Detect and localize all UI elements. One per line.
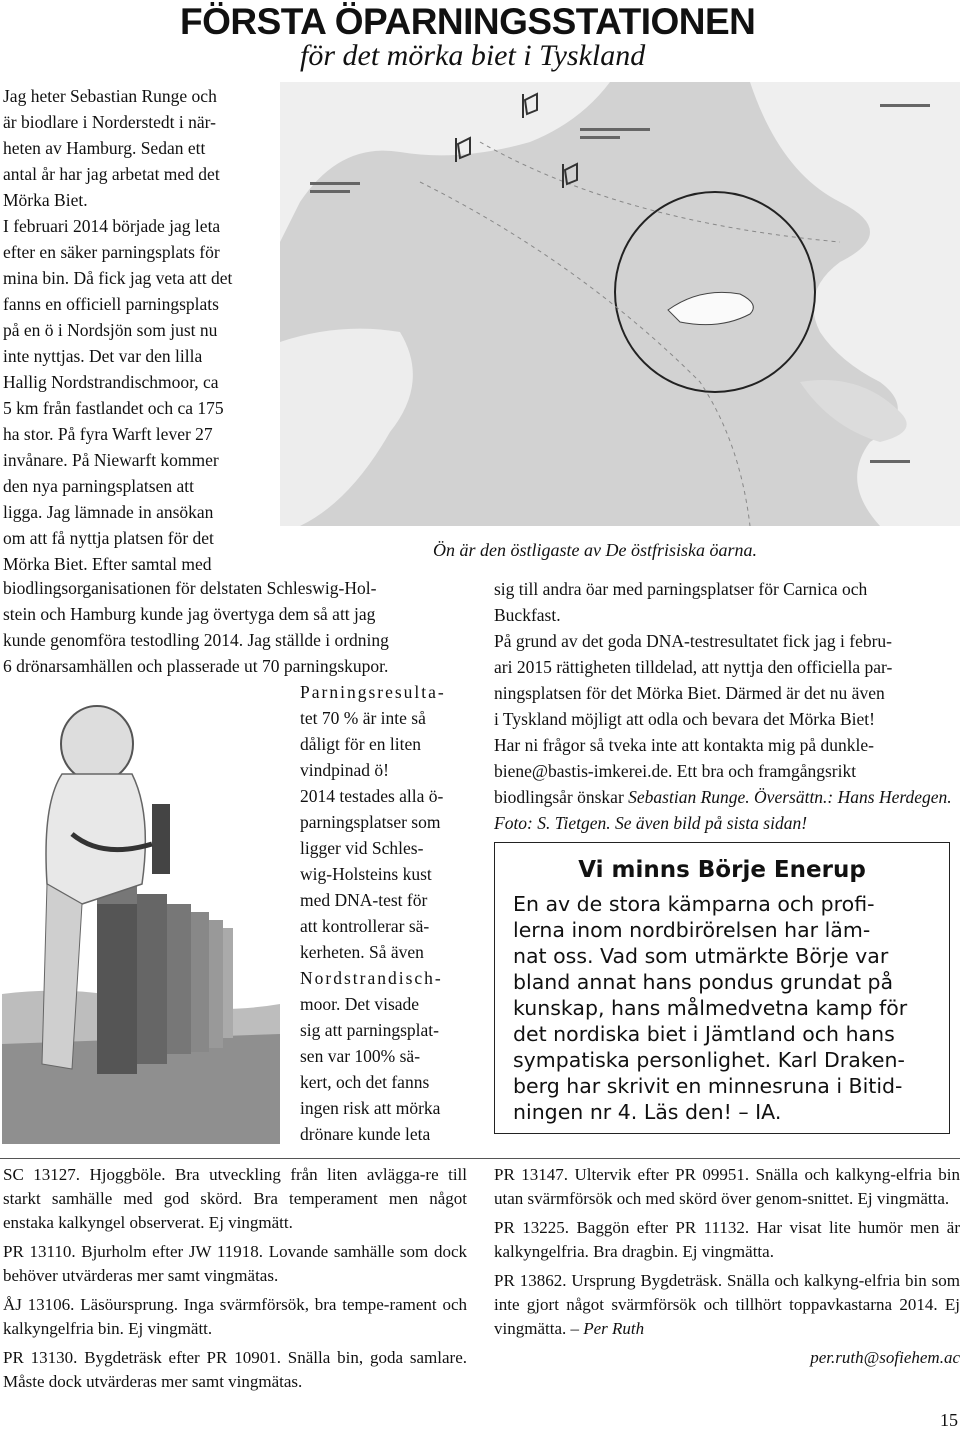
report-author: Per Ruth [583, 1319, 645, 1338]
text-line: Nordstrandisch- [300, 968, 443, 988]
memorial-title: Vi minns Börje Enerup [578, 857, 866, 883]
section-divider [0, 1158, 960, 1159]
memorial-line: sympatiska personlighet. Karl Draken- [513, 1048, 905, 1072]
text-line: wig-Holsteins kust [300, 864, 432, 884]
text-line: den nya parningsplatsen att [3, 476, 194, 496]
text-line: I februari 2014 började jag leta [3, 216, 221, 236]
text-line: drönare kunde leta [300, 1124, 431, 1144]
report-entry: PR 13225. Baggön efter PR 11132. Har visat lite humör men är kalkyngelfria. Bra dragbin. Ej vingmätta. [494, 1218, 960, 1261]
text-line: parningsplatser som [300, 812, 441, 832]
text-line: med DNA-test för [300, 890, 428, 910]
text-line: ligga. Jag lämnade in ansökan [3, 502, 214, 522]
memorial-box [494, 842, 950, 1134]
intro-column [3, 83, 261, 577]
text-line: moor. Det visade [300, 994, 420, 1014]
text-line: biene@bastis-imkerei.de. Ett bra och framgångsrikt [494, 761, 857, 781]
text-line: i Tyskland möjligt att odla och bevara det Mörka Biet! [494, 709, 875, 729]
report-text: PR 13862. Ursprung Bygdeträsk. Snälla och kalkyng-elfria bin som inte gjort något svärmförsök och tillhört toppavkastarna 2014. Ej vingmätta. – [494, 1271, 960, 1338]
text-line: sig till andra öar med parningsplatser för Carnica och [494, 579, 868, 599]
text-line: fanns en officiell parningsplats [3, 294, 219, 314]
report-entry: PR 13110. Bjurholm efter JW 11918. Lovande samhälle som dock behöver utvärderas mer samt vingmätas. [3, 1242, 467, 1285]
article-title: FÖRSTA ÖPARNINGSSTATIONEN [180, 1, 756, 42]
reports-right [494, 1163, 960, 1375]
text-line: 6 drönarsamhällen och plasserade ut 70 parningskupor. [3, 656, 389, 676]
text-line: biodlingsorganisationen för delstaten Schleswig-Hol- [3, 578, 377, 598]
wide-paragraph [3, 575, 467, 679]
photo-side-column [300, 679, 467, 1147]
text-line: att kontrollerar sä- [300, 916, 430, 936]
map-image [280, 82, 960, 526]
memorial-line: det nordiska biet i Jämtland och hans [513, 1022, 895, 1046]
memorial-line: berg har skrivit en minnesruna i Bitid- [513, 1074, 903, 1098]
text-line: ligger vid Schles- [300, 838, 424, 858]
text-line: 2014 testades alla ö- [300, 786, 444, 806]
text-line: 5 km från fastlandet och ca 175 [3, 398, 224, 418]
beekeeper-photo [2, 684, 280, 1144]
text-line: Mörka Biet. [3, 190, 88, 210]
page-number: 15 [940, 1410, 958, 1430]
memorial-line: lerna inom nordbirörelsen har läm- [513, 918, 871, 942]
right-column [494, 576, 960, 836]
text-line: efter en säker parningsplats för [3, 242, 220, 262]
text-line: om att få nyttja platsen för det [3, 528, 214, 548]
report-entry-last [494, 1269, 960, 1341]
text-line: ha stor. På fyra Warft lever 27 [3, 424, 213, 444]
text-line: Hallig Nordstrandischmoor, ca [3, 372, 219, 392]
reports-left [3, 1163, 467, 1399]
text-line: Jag heter Sebastian Runge och [3, 86, 217, 106]
text-line: ningsplatsen för det Mörka Biet. Därmed är det nu även [494, 683, 885, 703]
text-line: tet 70 % är inte så [300, 708, 426, 728]
article-subtitle: för det mörka biet i Tyskland [300, 39, 646, 72]
text-line: Mörka Biet. Efter samtal med [3, 554, 212, 574]
text-line: kerheten. Så även [300, 942, 424, 962]
article-credits: Sebastian Runge. Översättn.: Hans Herdegen. Foto: S. Tietgen. Se även bild på sista sidan! [494, 787, 952, 833]
report-entry: ÅJ 13106. Läsöursprung. Inga svärmförsök, bra tempe-rament och kalkyngelfria bin. Ej vingmätt. [3, 1295, 467, 1338]
credits-line [494, 784, 960, 836]
text-line: Parningsresulta- [300, 682, 446, 702]
memorial-line: En av de stora kämparna och profi- [513, 892, 875, 916]
text-line: vindpinad ö! [300, 760, 389, 780]
map-caption: Ön är den östligaste av De östfrisiska öarna. [433, 540, 757, 560]
text-line: kunde genomföra testodling 2014. Jag ställde i ordning [3, 630, 389, 650]
report-entry: PR 13130. Bygdeträsk efter PR 10901. Snälla bin, goda samlare. Måste dock utvärderas mer samt vingmätas. [3, 1348, 467, 1391]
author-email: per.ruth@sofiehem.ac [810, 1348, 960, 1367]
text-line: inte nyttjas. Det var den lilla [3, 346, 203, 366]
memorial-body [513, 891, 933, 1125]
text-line: Har ni frågor så tveka inte att kontakta mig på dunkle- [494, 735, 875, 755]
memorial-line: ningen nr 4. Läs den! – IA. [513, 1100, 782, 1124]
memorial-line: nat oss. Vad som utmärkte Börje var [513, 944, 889, 968]
text-line: ingen risk att mörka [300, 1098, 441, 1118]
memorial-line: kunskap, hans målmedvetna kamp för [513, 996, 908, 1020]
text-line: är biodlare i Norderstedt i när- [3, 112, 216, 132]
text-line: stein och Hamburg kunde jag övertyga dem så att jag [3, 604, 376, 624]
map-graphic [280, 82, 960, 526]
memorial-line: bland annat hans pondus grundat på [513, 970, 894, 994]
text-line: På grund av det goda DNA-testresultatet fick jag i febru- [494, 631, 892, 651]
text-line: på en ö i Nordsjön som just nu [3, 320, 218, 340]
text-line: sig att parningsplat- [300, 1020, 440, 1040]
text-line: invånare. På Niewarft kommer [3, 450, 219, 470]
report-entry: SC 13127. Hjoggböle. Bra utveckling från liten avlägga-re till starkt samhälle med god skörd. Bra temperament men något enstaka kalkyngel observerat. Ej vingmätt. [3, 1165, 467, 1232]
beekeeper-graphic [2, 684, 280, 1144]
text-line: sen var 100% sä- [300, 1046, 421, 1066]
text-line: Buckfast. [494, 605, 561, 625]
text-line: heten av Hamburg. Sedan ett [3, 138, 206, 158]
text-line: kert, och det fanns [300, 1072, 430, 1092]
report-entry: PR 13147. Ultervik efter PR 09951. Snälla och kalkyng-elfria bin utan svärmförsök och med skörd över genom-snittet. Ej vingmätta. [494, 1165, 960, 1208]
text-line: dåligt för en liten [300, 734, 422, 754]
text-line: mina bin. Då fick jag veta att det [3, 268, 233, 288]
text-line: ari 2015 rättigheten tilldelad, att nyttja den officiella par- [494, 657, 893, 677]
text-line: antal år har jag arbetat med det [3, 164, 220, 184]
text-line: biodlingsår önskar [494, 787, 629, 807]
